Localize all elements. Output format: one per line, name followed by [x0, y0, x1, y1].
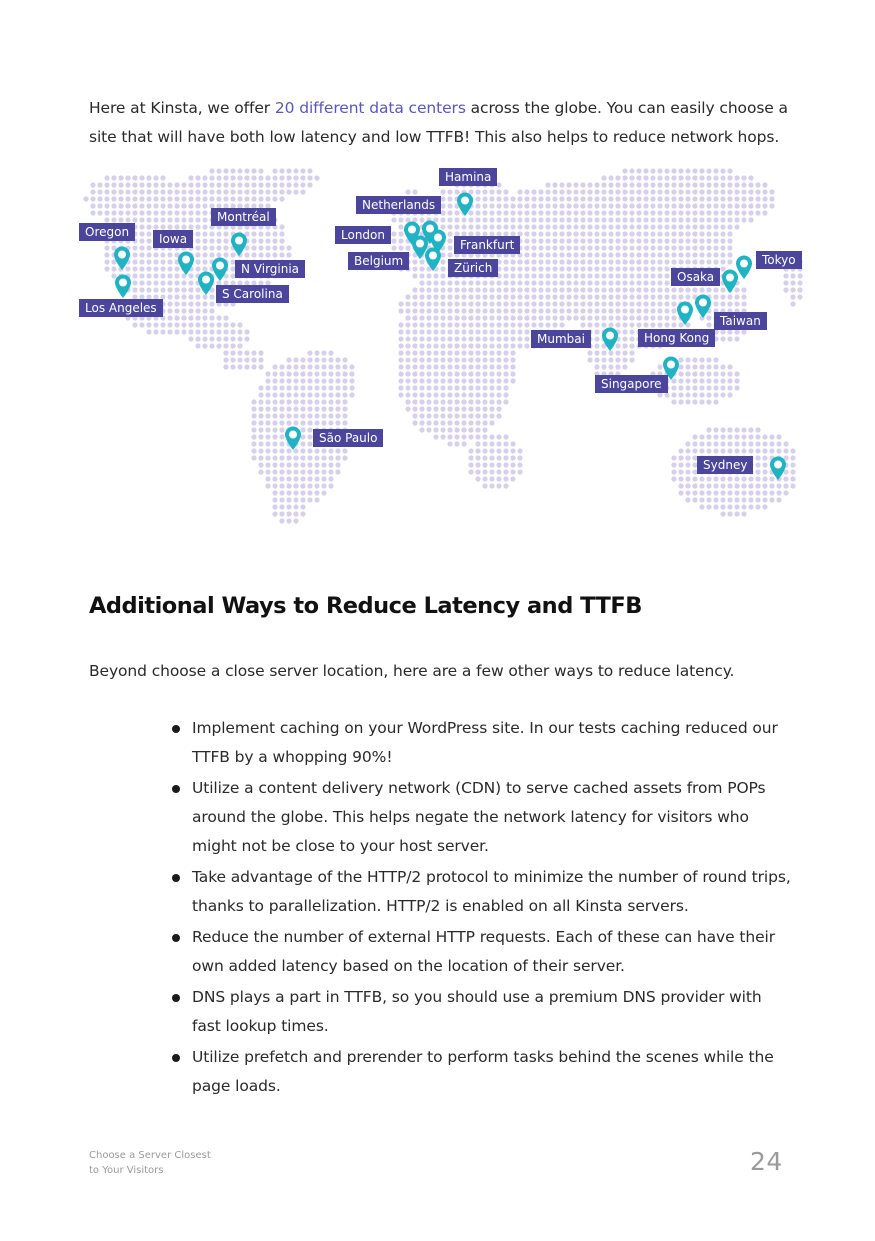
list-item — [172, 774, 792, 861]
list-item — [172, 983, 792, 1041]
pin-icon — [176, 250, 196, 276]
pin-icon — [229, 231, 249, 257]
location-label-montreal: Montréal — [211, 208, 276, 226]
location-label-taiwan: Taiwan — [714, 312, 767, 330]
bullet-icon — [172, 934, 180, 942]
data-center-map — [75, 160, 815, 540]
pin-icon — [768, 455, 788, 481]
intro-text-before: Here at Kinsta, we offer — [89, 99, 275, 117]
location-label-mumbai: Mumbai — [531, 330, 591, 348]
footer-line-1: Choose a Server Closest — [89, 1150, 211, 1161]
pin-icon — [675, 300, 695, 326]
location-label-osaka: Osaka — [671, 268, 720, 286]
world-map-dots — [75, 160, 815, 540]
intro-text-after: across the globe. You can easily choose a site that will have both low latency and low TTFB! This also helps to reduce network hops. — [89, 99, 788, 146]
location-label-netherlands: Netherlands — [356, 196, 441, 214]
location-label-oregon: Oregon — [79, 223, 135, 241]
location-label-sydney: Sydney — [697, 456, 753, 474]
tips-list — [172, 714, 792, 1103]
bullet-icon — [172, 1054, 180, 1062]
location-label-hamina: Hamina — [439, 168, 497, 186]
location-label-sao-paulo: São Paulo — [313, 429, 383, 447]
list-item-text: DNS plays a part in TTFB, so you should use a premium DNS provider with fast lookup times. — [192, 988, 762, 1035]
pin-icon — [693, 293, 713, 319]
pin-icon — [423, 246, 443, 272]
location-label-los-angeles: Los Angeles — [79, 299, 163, 317]
pin-icon — [734, 254, 754, 280]
location-label-zurich: Zürich — [448, 259, 498, 277]
data-centers-link[interactable]: 20 different data centers — [274, 99, 466, 117]
location-label-london: London — [335, 226, 391, 244]
footer-line-2: to Your Visitors — [89, 1165, 164, 1176]
location-label-tokyo: Tokyo — [756, 251, 802, 269]
pin-icon — [113, 273, 133, 299]
location-label-iowa: Iowa — [153, 230, 193, 248]
list-item — [172, 1043, 792, 1101]
section-lead: Beyond choose a close server location, here are a few other ways to reduce latency. — [89, 662, 735, 680]
list-item-text: Take advantage of the HTTP/2 protocol to minimize the number of round trips, thanks to parallelization. HTTP/2 is enabled on all Kinsta servers. — [192, 868, 791, 915]
location-label-n-virginia: N Virginia — [235, 260, 305, 278]
pin-icon — [283, 425, 303, 451]
location-label-belgium: Belgium — [348, 252, 409, 270]
pin-icon — [600, 326, 620, 352]
pin-icon — [196, 270, 216, 296]
intro-paragraph — [89, 94, 799, 152]
list-item — [172, 714, 792, 772]
list-item-text: Utilize prefetch and prerender to perform tasks behind the scenes while the page loads. — [192, 1048, 774, 1095]
bullet-icon — [172, 994, 180, 1002]
bullet-icon — [172, 874, 180, 882]
list-item — [172, 863, 792, 921]
footer-chapter — [89, 1148, 211, 1178]
location-label-frankfurt: Frankfurt — [454, 236, 520, 254]
bullet-icon — [172, 785, 180, 793]
pin-icon — [455, 191, 475, 217]
pin-icon — [112, 245, 132, 271]
list-item-text: Reduce the number of external HTTP requests. Each of these can have their own added latency based on the location of their server. — [192, 928, 776, 975]
bullet-icon — [172, 725, 180, 733]
list-item — [172, 923, 792, 981]
list-item-text: Utilize a content delivery network (CDN) to serve cached assets from POPs around the globe. This helps negate the network latency for visitors who might not be close to your host server. — [192, 779, 766, 855]
page-number: 24 — [750, 1147, 783, 1176]
list-item-text: Implement caching on your WordPress site. In our tests caching reduced our TTFB by a whopping 90%! — [192, 719, 778, 766]
location-label-hong-kong: Hong Kong — [638, 329, 715, 347]
section-heading: Additional Ways to Reduce Latency and TTFB — [89, 593, 642, 619]
location-label-singapore: Singapore — [595, 375, 668, 393]
location-label-s-carolina: S Carolina — [216, 285, 289, 303]
